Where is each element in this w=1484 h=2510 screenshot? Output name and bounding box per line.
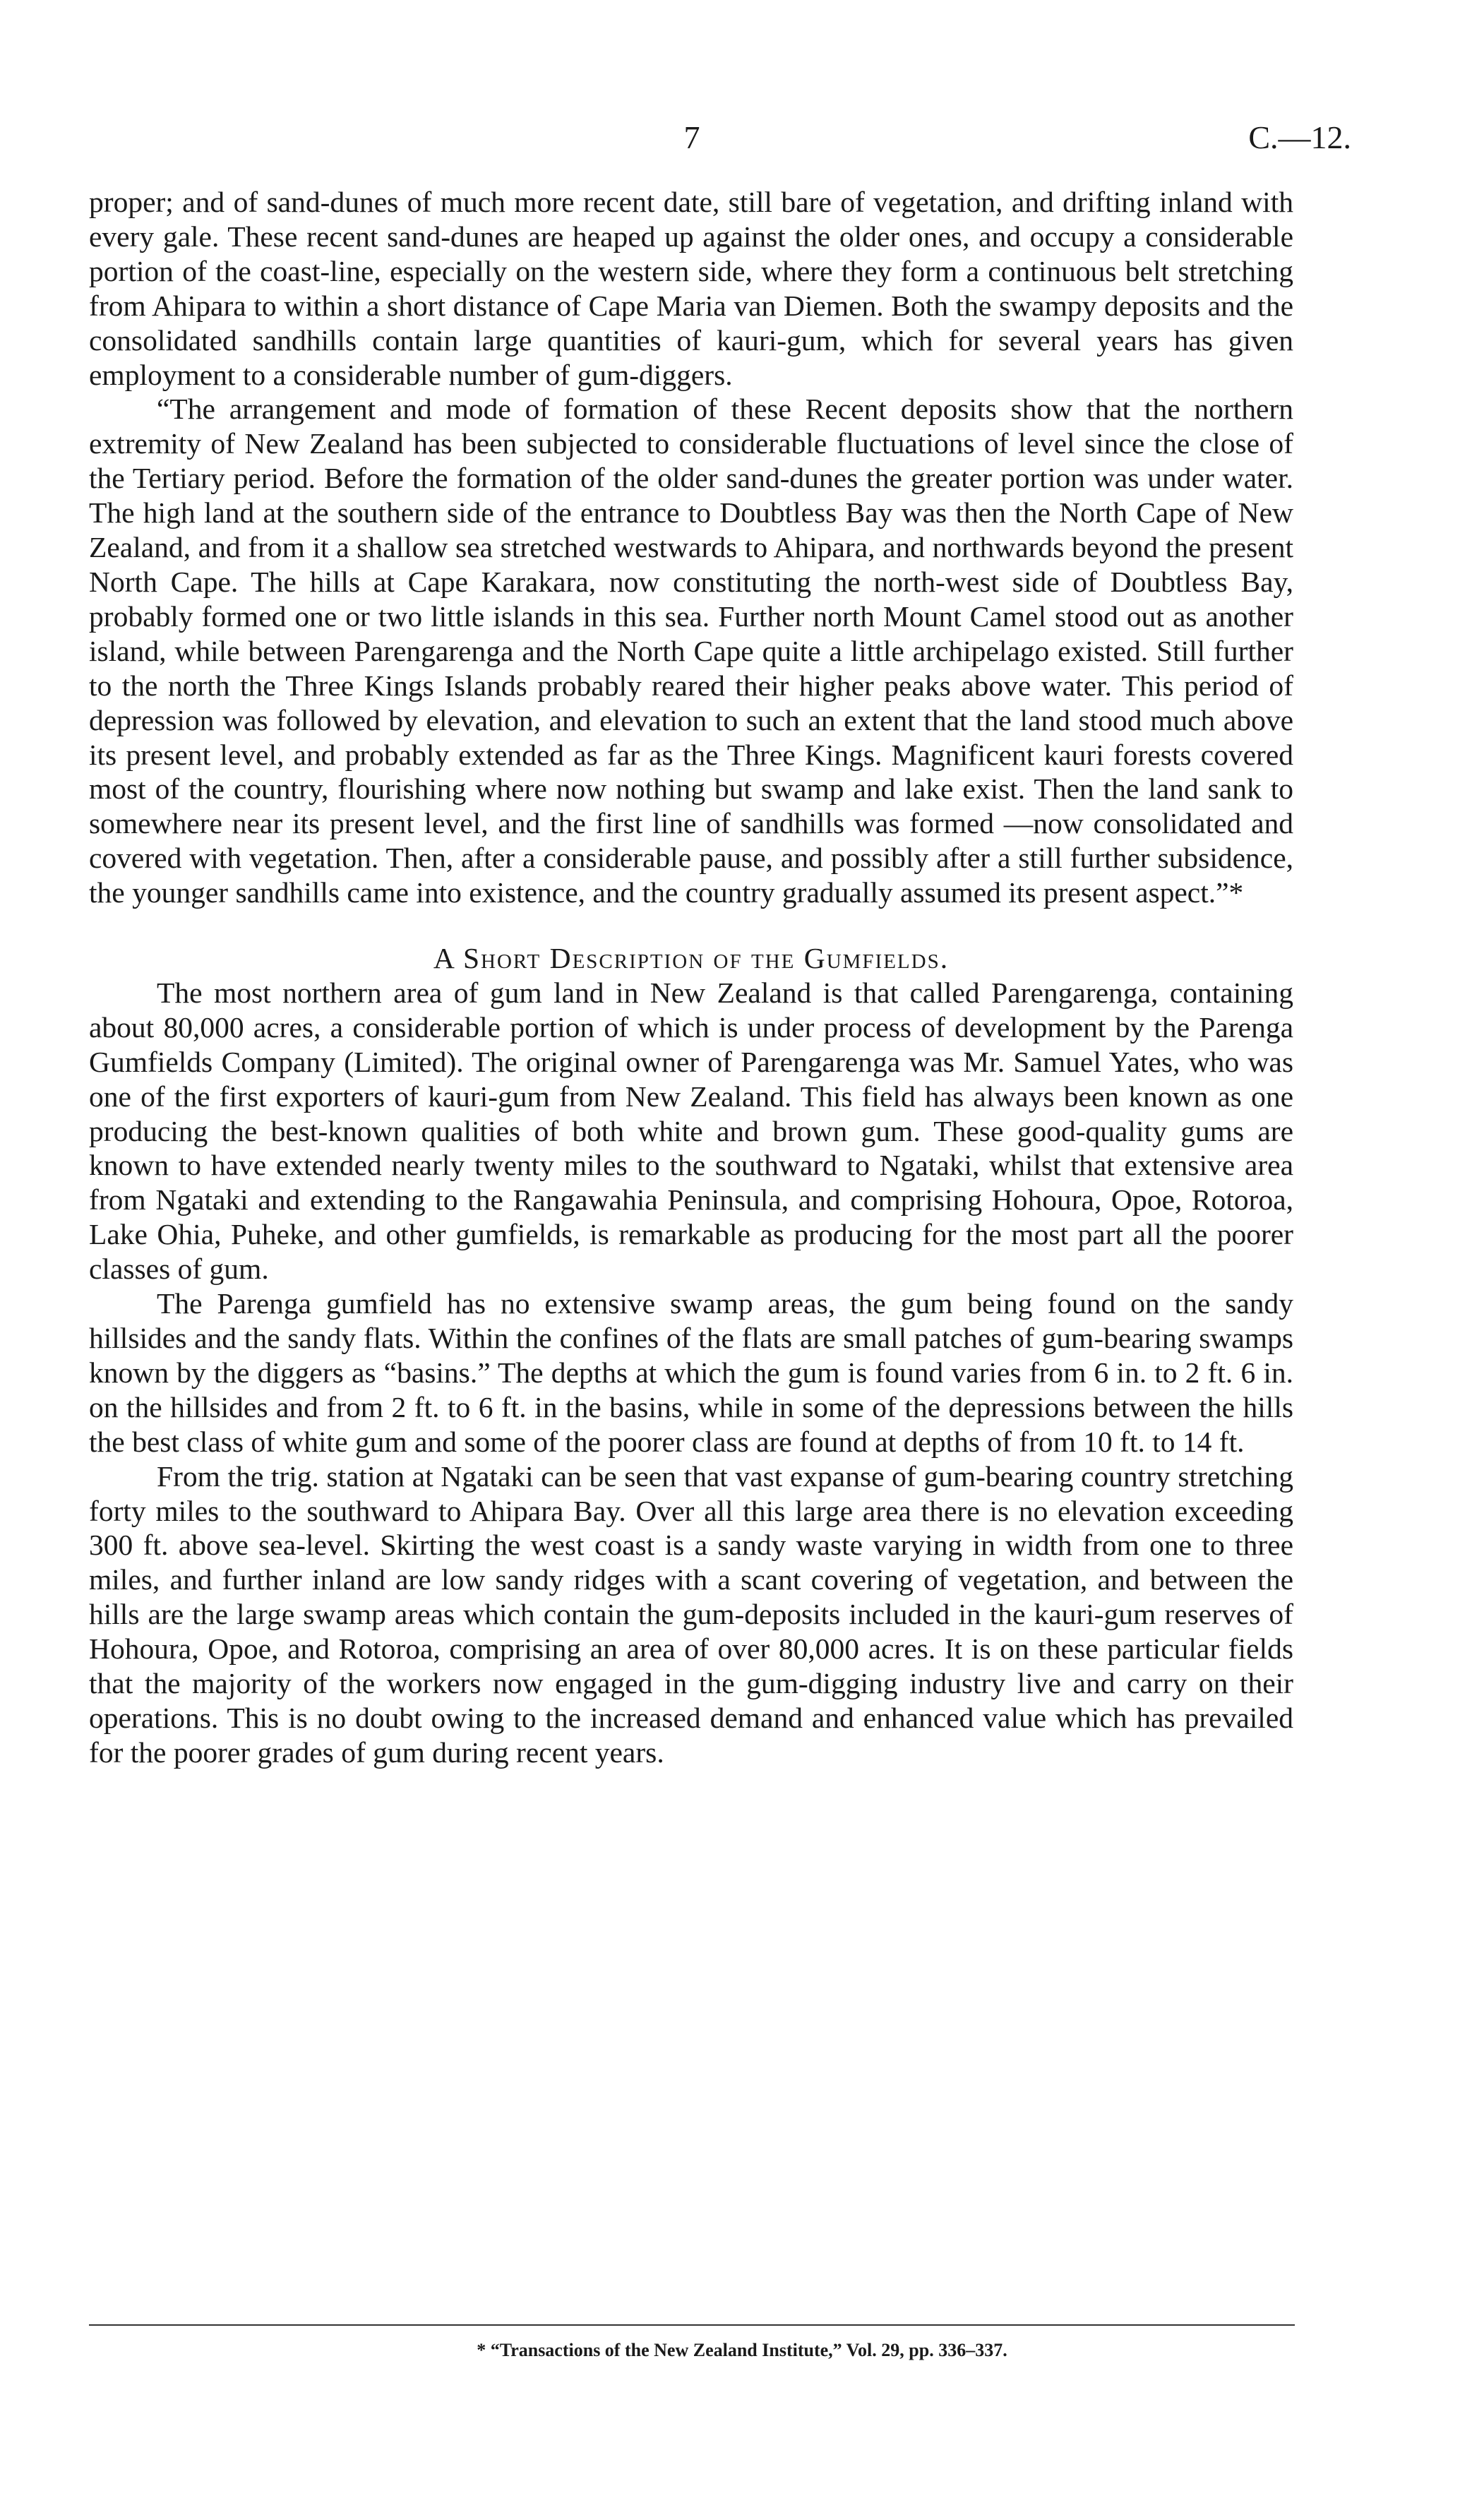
paragraph-parenga-gumfield: The Parenga gumfield has no extensive swamp areas, the gum being found on the sandy hillsides and the sandy flats. Within the confines of the flats are small patches of gum-bearing swamps known by the diggers as “basins.” The depths at which the gum is found varies from 6 in. to 2 ft. 6 in. on the hillsides and from 2 ft. to 6 ft. in the basins, while in some of the depressions between the hills the best class of white gum and some of the poorer class are found at depths of from 10 ft. to 14 ft. xyxy=(89,1287,1293,1458)
page-header xyxy=(0,119,1484,161)
paragraph-sand-dunes: proper; and of sand-dunes of much more recent date, still bare of vegetation, and drifting inland with every gale. These recent sand-dunes are heaped up against the older ones, and occupy a considerable portion of the coast-line, especially on the western side, where they form a continuous belt stretching from Ahipara to within a short distance of Cape Maria van Diemen. Both the swampy deposits and the consolidated sandhills contain large quantities of kauri-gum, which for several years has given employment to a considerable number of gum-diggers. xyxy=(89,186,1293,391)
footnote-divider xyxy=(89,2324,1295,2326)
document-code: C.—12. xyxy=(1248,119,1351,155)
paragraph-recent-deposits-quote: “The arrangement and mode of formation of these Recent deposits show that the northern extremity of New Zealand has been subjected to considerable fluctuations of level since the close of the Tertiary period. Before the formation of the older sand-dunes the greater portion was under water. The high land at the southern side of the entrance to Doubtless Bay was then the North Cape of New Zealand, and from it a shallow sea stretched westwards to Ahipara, and northwards beyond the present North Cape. The hills at Cape Karakara, now constituting the north-west side of Doubtless Bay, probably formed one or two little islands in this sea. Further north Mount Camel stood out as another island, while between Parengarenga and the North Cape quite a little archipelago existed. Still further to the north the Three Kings Islands probably reared their higher peaks above water. This period of depression was followed by elevation, and elevation to such an extent that the land stood much above its present level, and probably extended as far as the Three Kings. Magnificent kauri forests covered most of the country, flourishing where now nothing but swamp and lake exist. Then the land sank to somewhere near its present level, and the first line of sandhills was formed —now consolidated and covered with vegetation. Then, after a considerable pause, and possibly after a still further subsidence, the younger sandhills came into existence, and the country gradually assumed its present aspect.”* xyxy=(89,393,1293,909)
paragraph-parengarenga: The most northern area of gum land in New Zealand is that called Parengarenga, containing about 80,000 acres, a considerable portion of which is under process of development by the Parenga Gumfields Company (Limited). The original owner of Parengarenga was Mr. Samuel Yates, who was one of the first exporters of kauri-gum from New Zealand. This field has always been known as one producing the best-known qualities of both white and brown gum. These good-quality gums are known to have extended nearly twenty miles to the southward to Ngataki, whilst that extensive area from Ngataki and extending to the Rangawahia Peninsula, and comprising Hohoura, Opoe, Rotoroa, Lake Ohia, Puheke, and other gumfields, is remarkable as producing for the most part all the poorer classes of gum. xyxy=(89,976,1293,1286)
paragraph-ngataki-trig-station: From the trig. station at Ngataki can be seen that vast expanse of gum-bearing country stretching forty miles to the southward to Ahipara Bay. Over all this large area there is no elevation exceeding 300 ft. above sea-level. Skirting the west coast is a sandy waste varying in width from one to three miles, and further inland are low sandy ridges with a scant covering of vegetation, and between the hills are the large swamp areas which contain the gum-deposits included in the kauri-gum reserves of Hohoura, Opoe, and Rotoroa, comprising an area of over 80,000 acres. It is on these particular fields that the majority of the workers now engaged in the gum-digging industry live and carry on their operations. This is no doubt owing to the increased demand and enhanced value which has prevailed for the poorer grades of gum during recent years. xyxy=(89,1459,1293,1769)
body-text xyxy=(89,185,1293,1770)
footnote: * “Transactions of the New Zealand Institute,” Vol. 29, pp. 336–337. xyxy=(477,2340,1007,2360)
section-heading: A Short Description of the Gumfields. xyxy=(433,942,950,975)
page-number: 7 xyxy=(683,119,700,155)
